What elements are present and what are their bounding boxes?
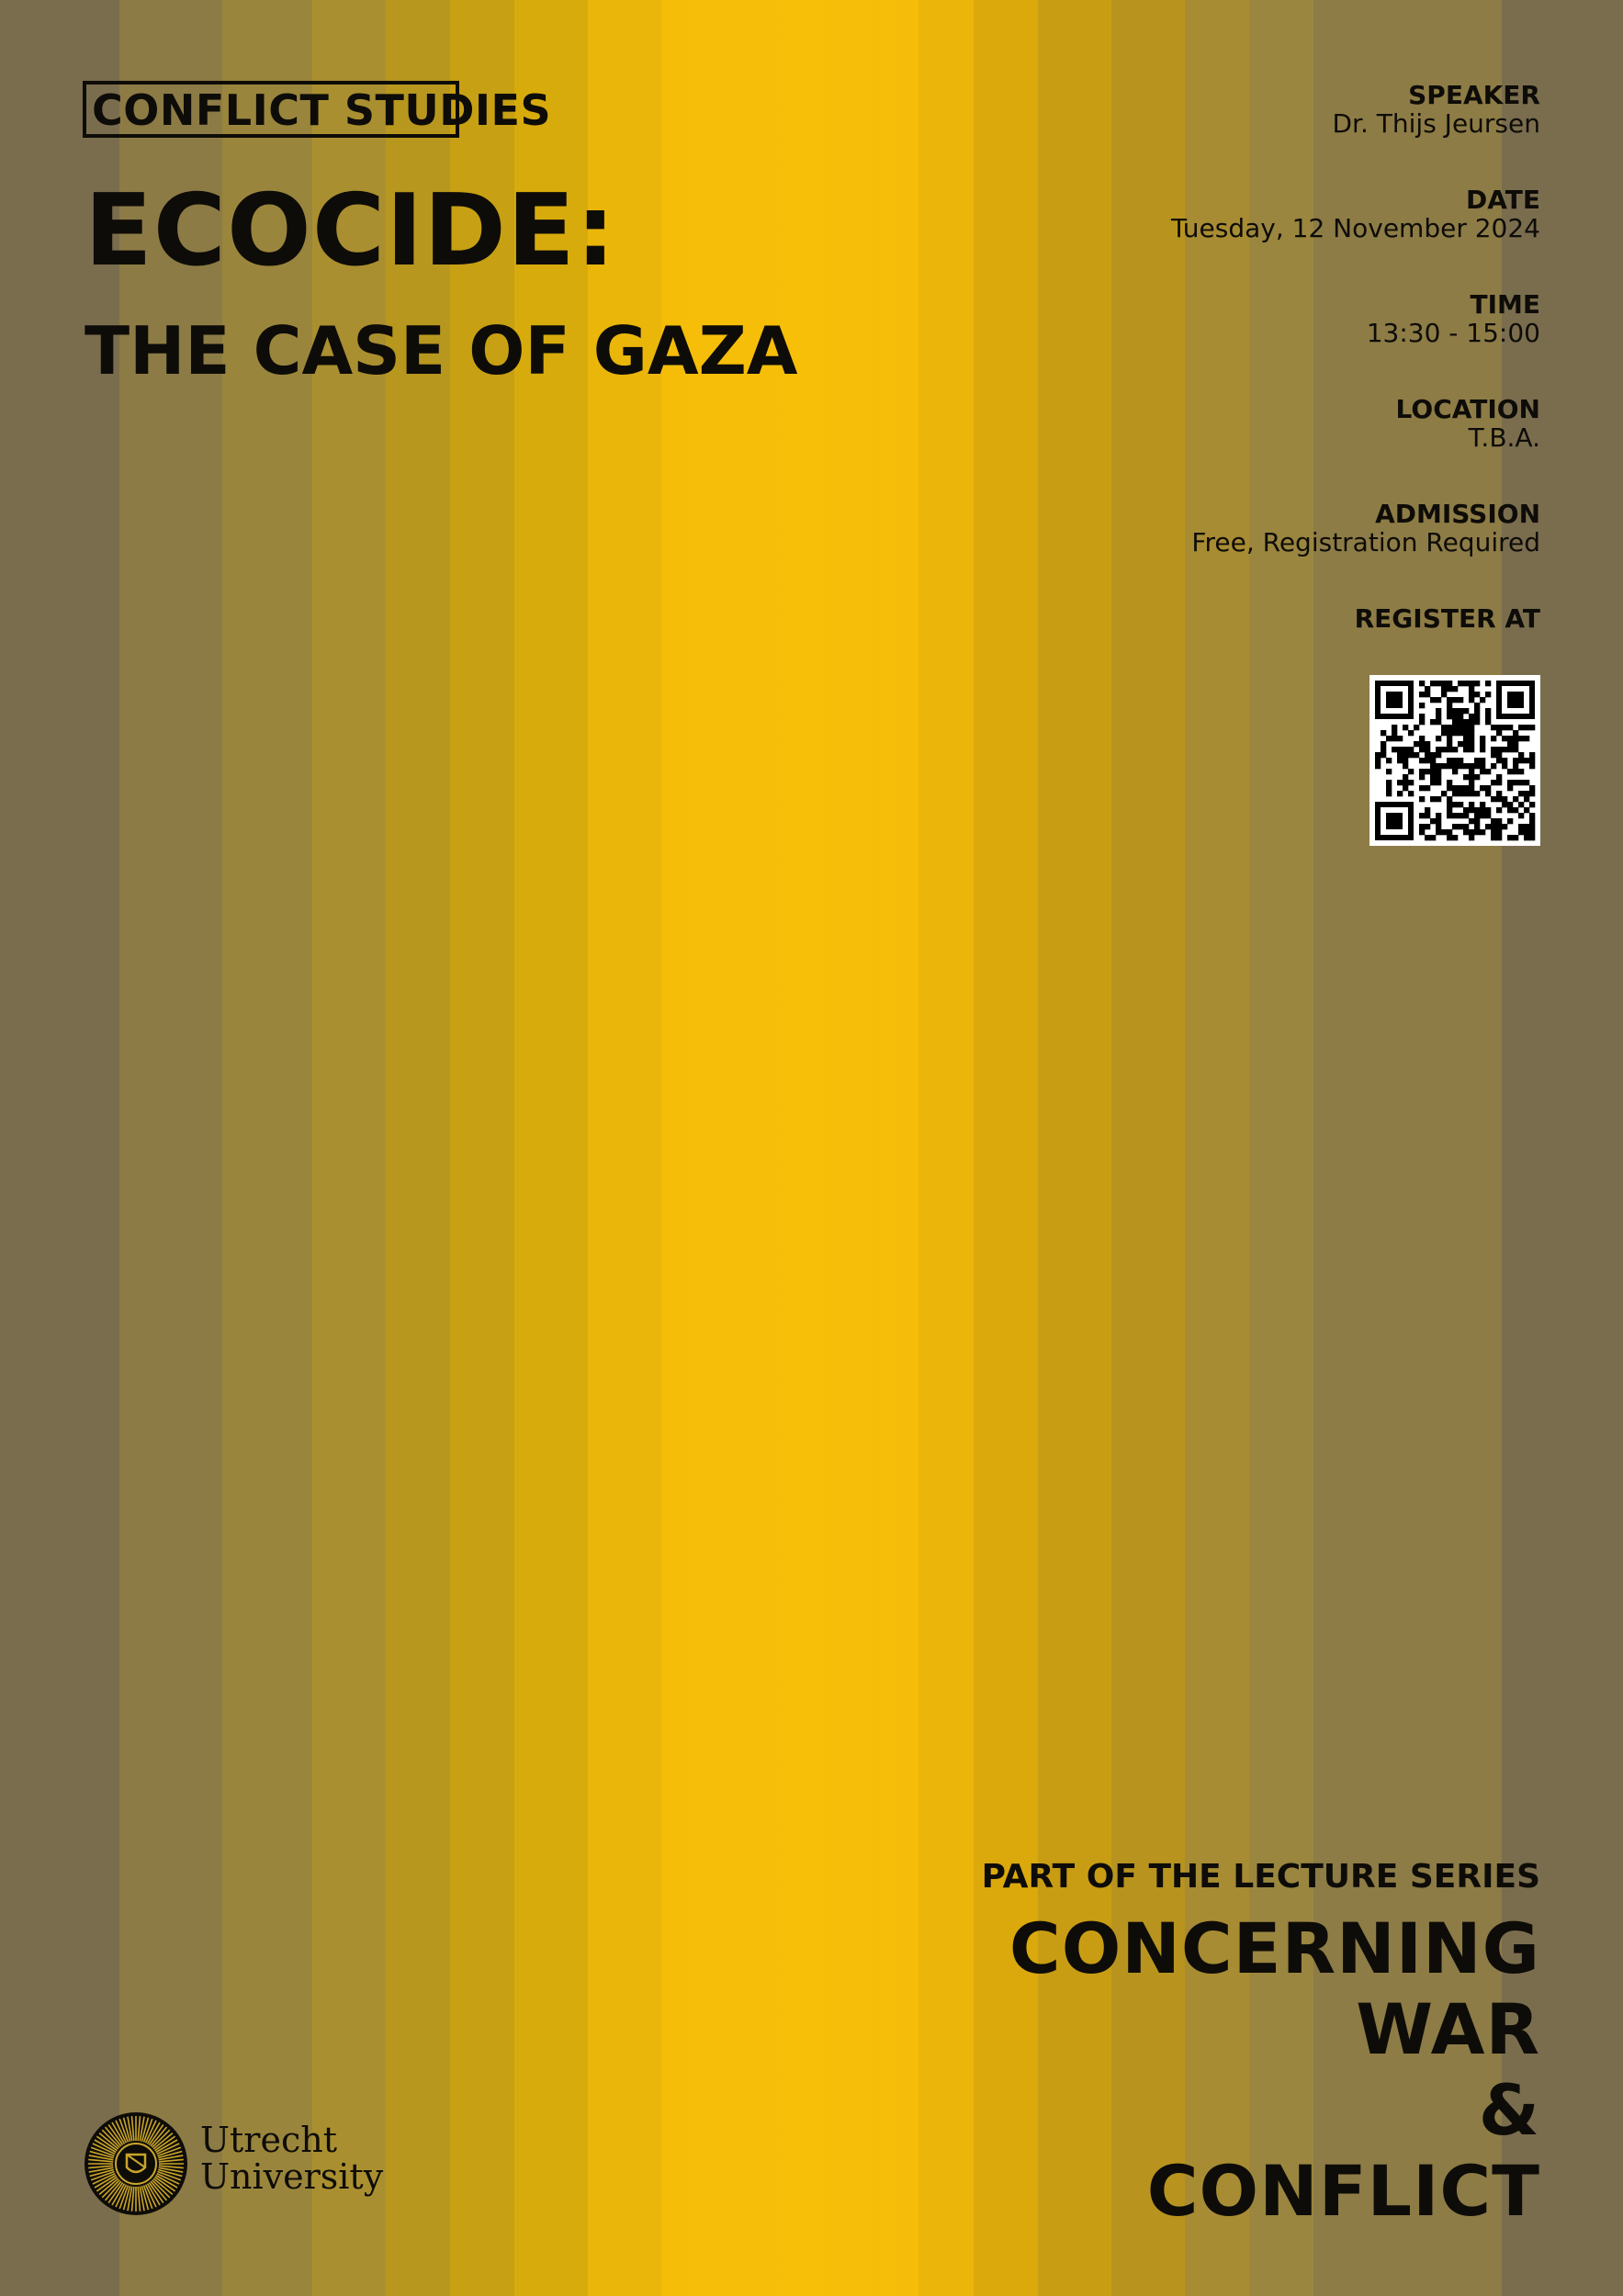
lecture-series-line: CONCERNING [1009, 1908, 1540, 1989]
detail-location [989, 395, 1540, 452]
lecture-series-line: CONFLICT [1146, 2150, 1540, 2232]
detail-label: DATE [1466, 185, 1540, 215]
detail-time [989, 290, 1540, 347]
detail-value: Free, Registration Required [1191, 527, 1540, 557]
detail-admission [989, 500, 1540, 557]
series-tag: CONFLICT STUDIES [92, 85, 552, 135]
detail-value: Dr. Thijs Jeursen [1332, 108, 1540, 139]
qr-code-icon[interactable] [1369, 675, 1540, 846]
event-title: ECOCIDE: [85, 174, 616, 288]
lecture-series-line: WAR [1356, 1988, 1540, 2070]
event-subtitle: THE CASE OF GAZA [85, 312, 798, 389]
detail-label: SPEAKER [1408, 80, 1540, 110]
university-seal-icon [83, 2110, 189, 2217]
detail-value: Tuesday, 12 November 2024 [1170, 213, 1540, 243]
lecture-series-intro: PART OF THE LECTURE SERIES [981, 1858, 1540, 1896]
register-label: REGISTER AT [1354, 603, 1540, 634]
detail-date [989, 186, 1540, 242]
event-details [989, 81, 1540, 634]
detail-value: 13:30 - 15:00 [1366, 318, 1540, 348]
detail-value: T.B.A. [1468, 422, 1540, 453]
university-name [200, 2122, 383, 2195]
university-name-line: University [200, 2156, 384, 2197]
detail-speaker [989, 81, 1540, 138]
detail-label: LOCATION [1395, 394, 1540, 424]
detail-label: ADMISSION [1375, 499, 1540, 529]
detail-label: TIME [1470, 289, 1540, 320]
lecture-series-title [1009, 1908, 1540, 2232]
lecture-series-line: & [1478, 2069, 1540, 2151]
university-name-line: Utrecht [200, 2120, 337, 2160]
